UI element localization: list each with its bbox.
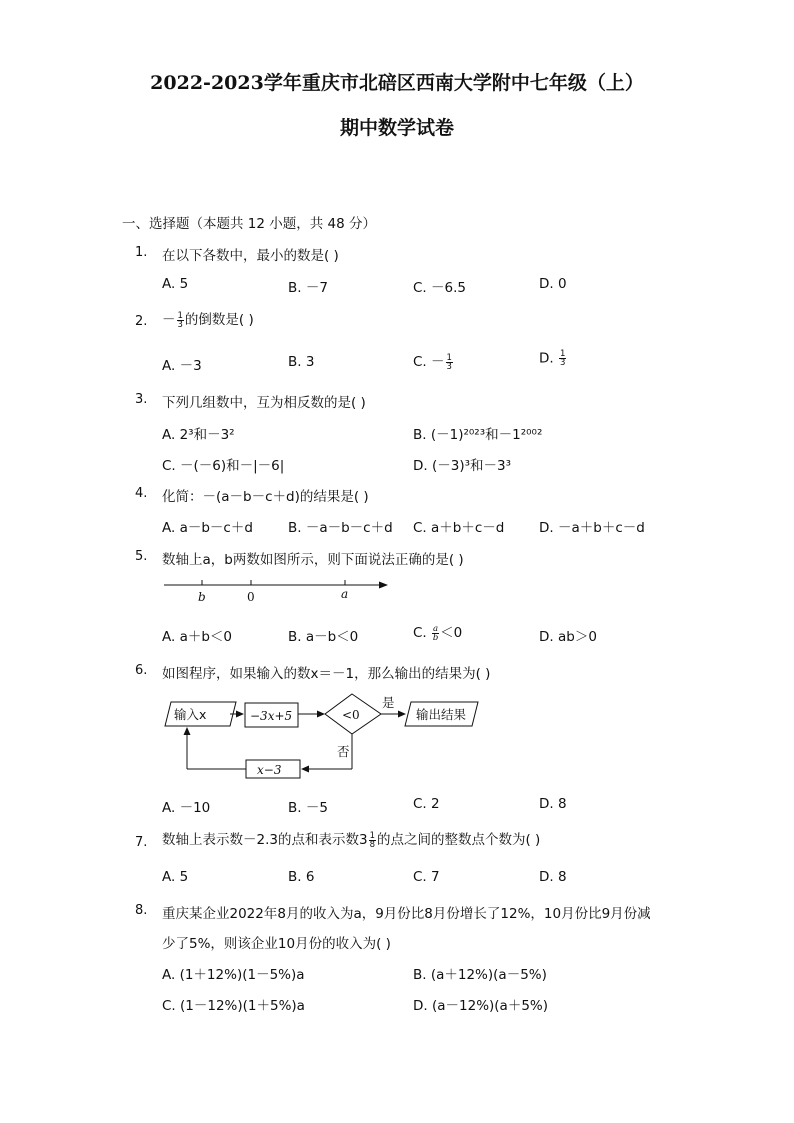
question-stem <box>162 828 540 849</box>
fraction-numerator: 1 <box>369 830 375 841</box>
number-line-figure <box>160 574 392 606</box>
option-c: C. 7 <box>413 869 440 885</box>
option-a: A. －10 <box>162 800 211 816</box>
option-c: C. (1－12%)(1＋5%)a <box>162 998 305 1014</box>
option-label: C. － <box>413 354 445 370</box>
fraction <box>559 350 566 367</box>
fraction-denominator: 8 <box>369 839 375 850</box>
option-a: A. －3 <box>162 358 202 374</box>
arrow-right-icon <box>398 711 406 718</box>
question-number: 1. <box>135 245 148 260</box>
question-stem: 下列几组数中，互为相反数的是( ) <box>162 395 366 411</box>
stem-part: 数轴上表示数－2.3的点和表示数3 <box>162 832 368 848</box>
question-number: 7. <box>135 835 148 850</box>
question-stem: 在以下各数中，最小的数是( ) <box>162 248 339 264</box>
fraction-numerator: a <box>433 623 439 634</box>
option-c: C. 2 <box>413 796 440 812</box>
label-a: a <box>341 587 349 601</box>
option-d: D. 8 <box>539 869 567 885</box>
option-c <box>413 621 462 642</box>
operation-label: −3x+5 <box>250 709 293 723</box>
option-label: C. <box>413 625 432 641</box>
question-number: 6. <box>135 663 148 678</box>
option-d <box>539 350 567 367</box>
fraction <box>432 625 439 642</box>
fraction-numerator: 1 <box>559 349 566 359</box>
question-number: 4. <box>135 486 148 501</box>
no-label: 否 <box>337 744 350 759</box>
option-d: D. (a－12%)(a＋5%) <box>413 998 549 1014</box>
arrow-right-icon <box>317 711 325 718</box>
option-label: D. <box>539 350 558 367</box>
option-b: B. －5 <box>288 800 328 816</box>
option-d: D. －a＋b＋c－d <box>539 520 645 536</box>
condition-label: <0 <box>342 708 360 722</box>
document-title-line2: 期中数学试卷 <box>339 117 454 139</box>
option-b: B. (－1)²⁰²³和－1²⁰⁰² <box>413 427 543 443</box>
arrow-left-icon <box>301 766 309 773</box>
option-c: C. －6.5 <box>413 280 466 296</box>
option-a: A. 2³和－3² <box>162 427 235 443</box>
fraction <box>446 354 453 371</box>
option-c: C. a＋b＋c－d <box>413 520 505 536</box>
arrow-right-icon <box>379 582 388 589</box>
option-a: A. a＋b＜0 <box>162 629 233 645</box>
option-d: D. (－3)³和－3³ <box>413 458 512 474</box>
stem-suffix: 的倒数是( ) <box>184 312 254 328</box>
question-number: 8. <box>135 903 148 918</box>
option-a: A. 5 <box>162 869 189 885</box>
question-number: 3. <box>135 392 148 407</box>
question-stem: 数轴上a，b两数如图所示，则下面说法正确的是( ) <box>162 552 464 568</box>
label-0: 0 <box>247 590 255 604</box>
option-d: D. 8 <box>539 796 567 812</box>
question-stem: 如图程序，如果输入的数x＝－1，那么输出的结果为( ) <box>162 666 491 682</box>
fraction-denominator: 3 <box>446 361 452 372</box>
option-c: C. －(－6)和－|－6| <box>162 458 285 474</box>
question-number: 5. <box>135 549 148 564</box>
label-b: b <box>198 590 206 604</box>
section-heading: 一、选择题（本题共 12 小题，共 48 分） <box>122 216 377 232</box>
question-stem-line2: 少了5%，则该企业10月份的收入为( ) <box>162 936 391 952</box>
question-stem: 化简：－(a－b－c＋d)的结果是( ) <box>162 489 369 505</box>
option-b: B. －a－b－c＋d <box>288 520 393 536</box>
fraction-denominator: b <box>432 632 439 643</box>
fraction <box>177 312 184 329</box>
fraction-numerator: 1 <box>446 352 452 363</box>
option-b: B. a－b＜0 <box>288 629 359 645</box>
option-d: D. 0 <box>539 276 567 292</box>
option-tail: ＜0 <box>440 625 463 641</box>
arrow-up-icon <box>184 727 191 735</box>
fraction-denominator: 3 <box>177 319 183 330</box>
option-a: A. 5 <box>162 276 189 292</box>
option-d: D. ab＞0 <box>539 629 597 645</box>
loop-label: x−3 <box>257 763 282 777</box>
document-title-line1: 2022-2023学年重庆市北碚区西南大学附中七年级（上） <box>150 72 644 94</box>
option-a: A. (1＋12%)(1－5%)a <box>162 967 305 983</box>
question-stem <box>162 308 254 329</box>
option-b: B. 3 <box>288 354 315 370</box>
option-b: B. (a＋12%)(a－5%) <box>413 967 547 983</box>
flowchart-figure <box>160 688 490 780</box>
question-number: 2. <box>135 314 148 329</box>
arrow-right-icon <box>236 711 244 718</box>
fraction <box>369 832 376 849</box>
option-b: B. 6 <box>288 869 315 885</box>
fraction-numerator: 1 <box>177 310 183 321</box>
stem-prefix: － <box>162 312 176 328</box>
yes-label: 是 <box>382 695 395 710</box>
stem-part: 的点之间的整数点个数为( ) <box>376 832 541 848</box>
question-stem-line1: 重庆某企业2022年8月的收入为a，9月份比8月份增长了12%，10月份比9月份减 <box>162 906 651 922</box>
option-b: B. －7 <box>288 280 328 296</box>
input-label: 输入x <box>174 707 207 722</box>
fraction-denominator: 3 <box>559 358 566 368</box>
output-label: 输出结果 <box>416 707 467 722</box>
option-c <box>413 350 454 371</box>
option-a: A. a－b－c＋d <box>162 520 253 536</box>
